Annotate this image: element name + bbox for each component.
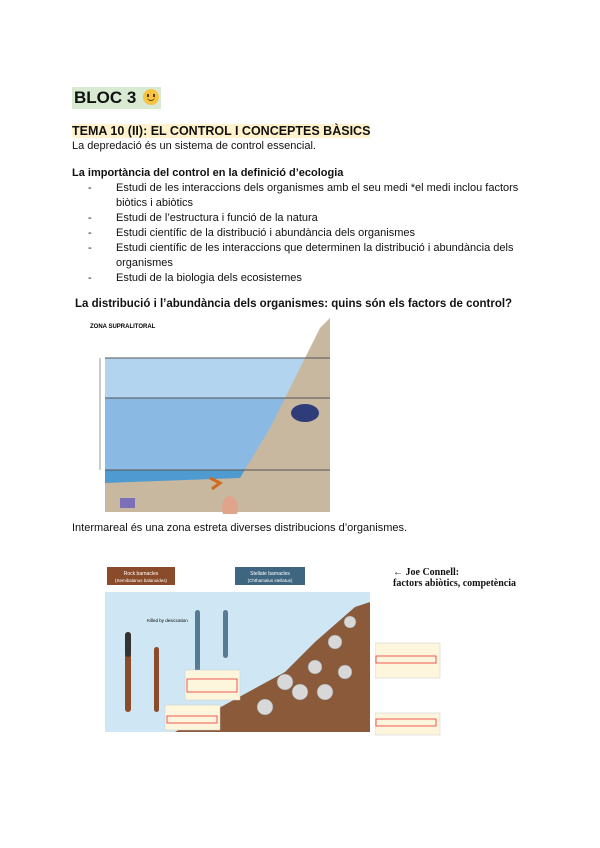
- stellate-barnacles-label: Stellate barnacles: [250, 571, 290, 577]
- list-item: - Estudi científic de la distribució i abundància dels organismes: [72, 226, 532, 241]
- definition-list: [72, 181, 532, 286]
- tema-heading: TEMA 10 (II): EL CONTROL I CONCEPTES BÀSICS: [72, 124, 371, 138]
- killed-label: Killed by desiccation: [147, 618, 188, 623]
- bloc-title: [72, 87, 161, 109]
- connell-note: [393, 567, 516, 589]
- barnacle-distribution-figure: [85, 562, 385, 737]
- section2-heading: La distribució i l’abundància dels organismes: quins són els factors de control?: [75, 298, 513, 310]
- connell-factors: factors abiòtics, competència: [393, 578, 517, 589]
- list-item: - Estudi de l’estructura i funció de la natura: [72, 211, 532, 226]
- callouts: [375, 638, 445, 738]
- smiley-icon: [143, 89, 159, 105]
- stellate-barnacles-sci: (Chthamalus stellatus): [247, 578, 293, 583]
- list-item: - Estudi de la biologia dels ecosistemes: [72, 271, 532, 286]
- figure1-caption: Intermareal és una zona estreta diverses distribucions d’organismes.: [72, 522, 408, 534]
- rock-barnacles-label: Rock barnacles: [123, 571, 159, 577]
- list-item: - Estudi científic de les interaccions que determinen la distribució i abundància dels organismes: [72, 241, 532, 271]
- rock-barnacles-sci: (Semibalanus balanoides): [114, 578, 168, 583]
- list-item: - Estudi de les interaccions dels organismes amb el seu medi *el medi inclou factors biòtics i abiòtics: [72, 181, 532, 211]
- bloc-title-text: BLOC 3: [74, 88, 137, 107]
- section1-heading: La importància del control en la definició d’ecologia: [72, 167, 344, 179]
- zone-label: ZONA SUPRALITORAL: [90, 324, 156, 330]
- intro-text: La depredació és un sistema de control essencial.: [72, 140, 316, 152]
- intertidal-zonation-figure: [80, 318, 332, 514]
- connell-name: ← Joe Connell:: [393, 567, 460, 578]
